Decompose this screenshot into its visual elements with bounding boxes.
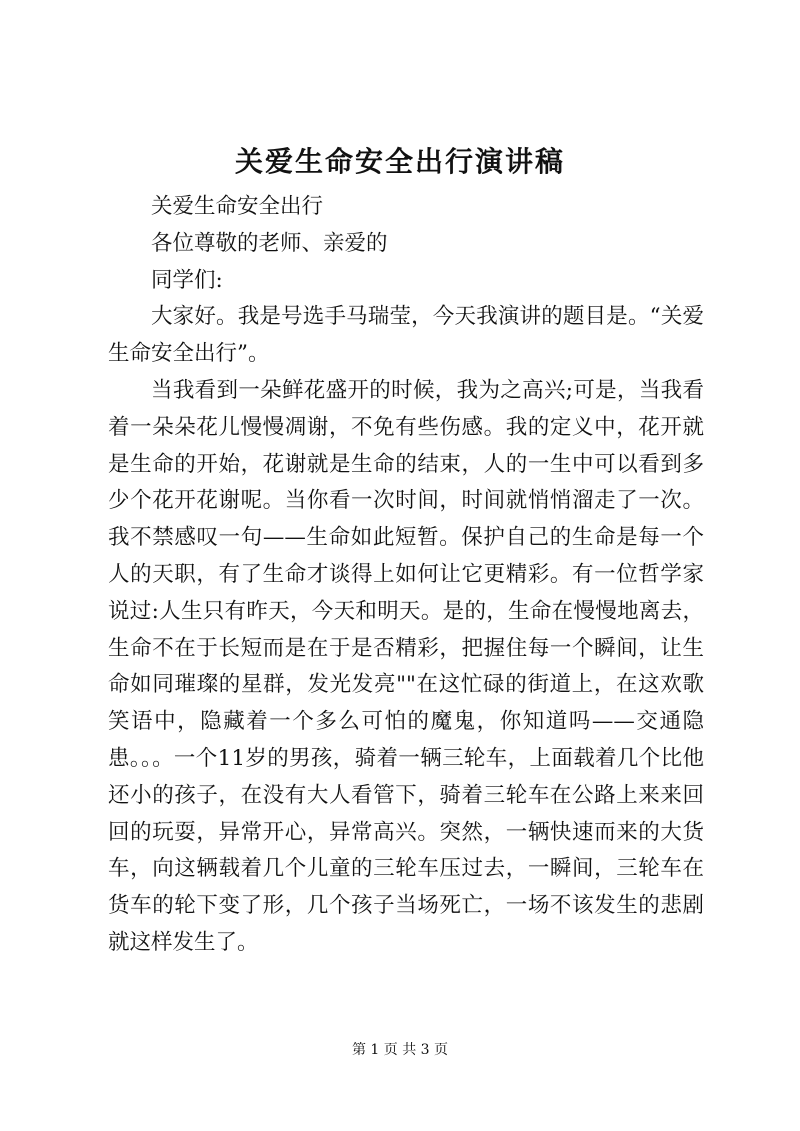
document-body — [108, 189, 704, 962]
paragraph-greeting: 大家好。我是号选手马瑞莹，今天我演讲的题目是。“关爱生命安全出行”。 — [108, 304, 704, 367]
paragraph-salutation: 各位尊敬的老师、亲爱的 — [151, 230, 388, 256]
document-title: 关爱生命安全出行演讲稿 — [234, 145, 565, 178]
paragraph-main: 当我看到一朵鲜花盛开的时候，我为之高兴;可是，当我看着一朵朵花儿慢慢凋谢，不免有些伤感。我的定义中，花开就是生命的开始，花谢就是生命的结束，人的一生中可以看到多少个花开花谢呢。当你看一次时间，时间就悄悄溜走了一次。我不禁感叹一句——生命如此短暂。保护自己的生命是每一个人的天职，有了生命才谈得上如何让它更精彩。有一位哲学家说过:人生只有昨天，今天和明天。是的，生命在慢慢地离去，生命不在于长短而是在于是否精彩，把握住每一个瞬间，让生命如同璀璨的星群，发光发亮""在这忙碌的街道上，在这欢歌笑语中，隐藏着一个多么可怕的魔鬼，你知道吗——交通隐患。。。一个11岁的男孩，骑着一辆三轮车，上面载着几个比他还小的孩子，在没有大人看管下，骑着三轮车在公路上来来回回的玩耍，异常开心，异常高兴。突然，一辆快速而来的大货车，向这辆载着几个儿童的三轮车压过去，一瞬间，三轮车在货车的轮下变了形，几个孩子当场死亡，一场不该发生的悲剧就这样发生了。 — [108, 377, 704, 955]
paragraph-subtitle: 关爱生命安全出行 — [151, 194, 324, 219]
page-footer: 第 1 页 共 3 页 — [351, 1042, 449, 1058]
paragraph-salutation-cont: 同学们: — [151, 267, 223, 293]
